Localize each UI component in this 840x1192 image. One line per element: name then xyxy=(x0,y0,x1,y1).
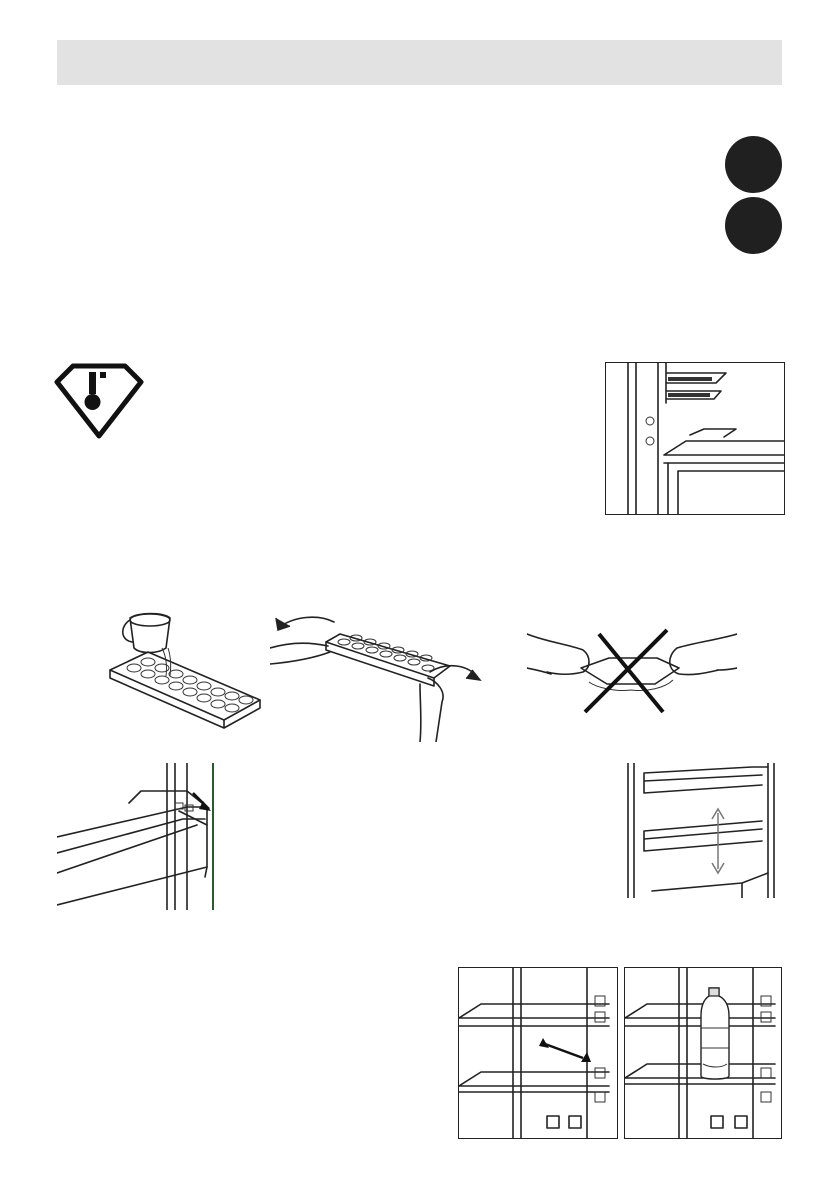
double-arrow-icon xyxy=(539,1038,591,1062)
door-shelf-clip-illustration xyxy=(57,763,217,910)
door-shelf-adjust-illustration xyxy=(622,763,782,898)
cross-out-icon xyxy=(585,630,667,712)
temperature-warning-icon xyxy=(53,362,145,440)
dark-circle-marker xyxy=(725,136,782,193)
double-arrow-icon xyxy=(712,809,724,873)
section-header-bar xyxy=(57,40,782,85)
ice-tray-twisting-illustration xyxy=(270,612,495,742)
ice-tray-wrong-handling-illustration xyxy=(527,628,737,718)
ice-tray-filling-illustration xyxy=(108,612,268,732)
glass-shelf-bottle-illustration xyxy=(624,967,782,1139)
glass-shelf-slide-illustration xyxy=(458,967,618,1139)
freezer-drawers-illustration xyxy=(605,362,785,515)
dark-circle-marker xyxy=(725,197,782,254)
